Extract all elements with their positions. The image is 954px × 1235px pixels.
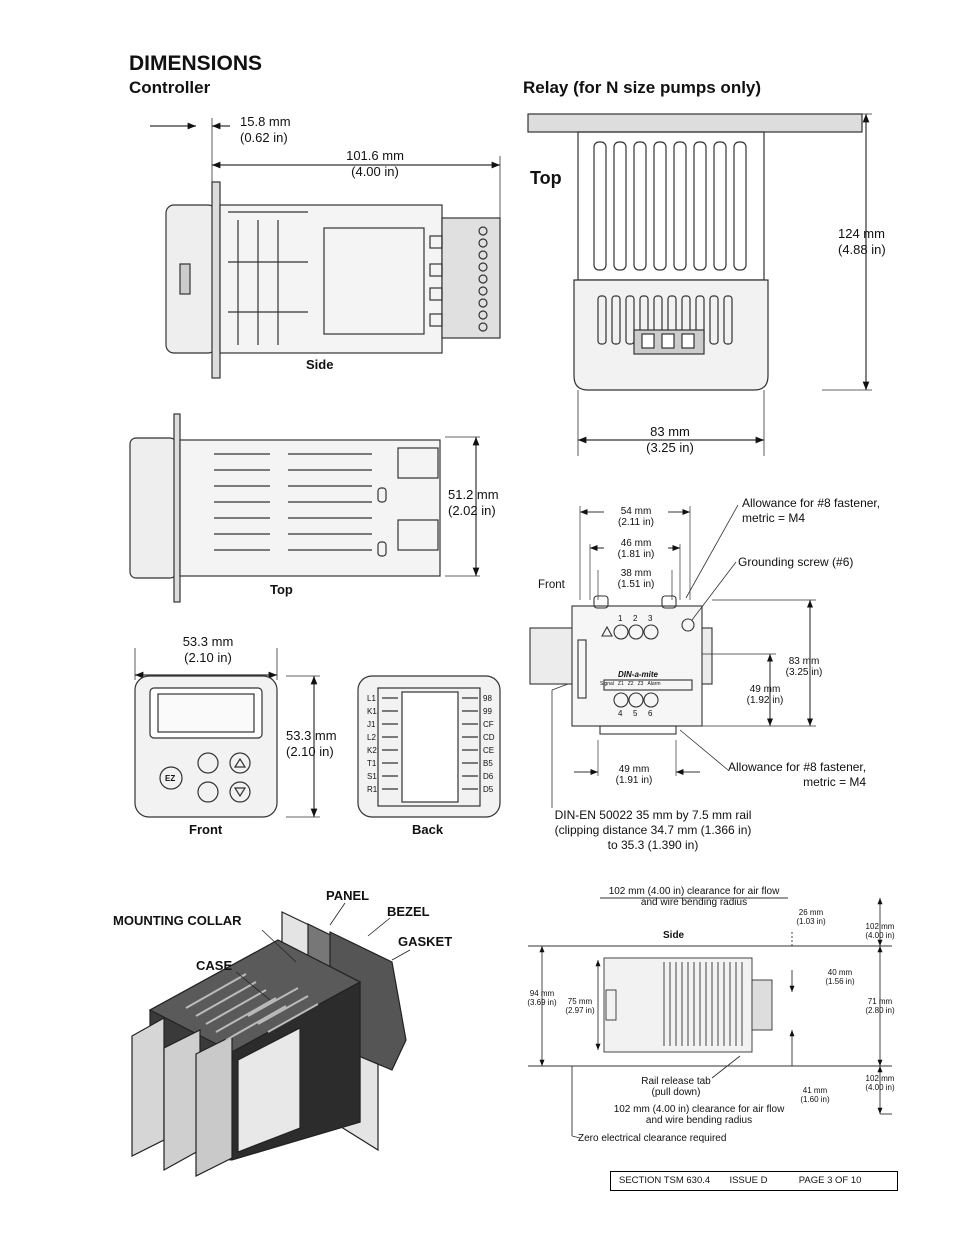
dim-front-height: 53.3 mm (2.10 in): [286, 728, 337, 759]
terminal-label: R1: [367, 785, 378, 794]
terminal-label: K1: [367, 707, 377, 716]
dim-75: 75 mm (2.97 in): [565, 997, 595, 1015]
allowance-bottom: Allowance for #8 fastener, metric = M4: [728, 760, 867, 789]
controller-top-view: [130, 414, 480, 602]
zero-clearance-note: Zero electrical clearance required: [578, 1133, 727, 1144]
terminal-label: D6: [483, 772, 494, 781]
terminal-label: CE: [483, 746, 495, 755]
page-title: DIMENSIONS: [129, 52, 263, 75]
dim-54: 54 mm (2.11 in): [618, 506, 654, 528]
terminal-3: 3: [648, 614, 653, 623]
label-panel: PANEL: [326, 888, 370, 903]
label-case: CASE: [196, 958, 233, 973]
terminal-4: 4: [618, 709, 623, 718]
dim-49-vertical: 49 mm (1.92 in): [746, 684, 784, 706]
side-view-label: Side: [306, 357, 334, 372]
terminal-label: 98: [483, 694, 492, 703]
dim-71: 71 mm (2.80 in): [865, 997, 895, 1015]
terminal-label: B5: [483, 759, 493, 768]
footer-issue: ISSUE D: [729, 1175, 768, 1186]
terminal-label: D5: [483, 785, 494, 794]
dim-83: 83 mm (3.25 in): [785, 656, 823, 678]
dim-94: 94 mm (3.69 in): [527, 989, 557, 1007]
footer-section: SECTION TSM 630.4: [619, 1175, 711, 1186]
exploded-isometric-view: [132, 903, 410, 1176]
back-terminals-left: [367, 694, 377, 798]
terminal-label: CD: [483, 733, 495, 742]
dim-width: 53.3 mm (2.10 in): [182, 634, 234, 665]
ez-key: EZ: [165, 774, 176, 783]
dim-41: 41 mm (1.60 in): [800, 1086, 830, 1104]
terminal-label: CF: [483, 720, 494, 729]
dim-height: 51.2 mm (2.02 in): [448, 487, 499, 518]
terminal-label: T1: [367, 759, 377, 768]
terminal-label: 99: [483, 707, 492, 716]
top-view-label: Top: [270, 582, 293, 597]
dim-46: 46 mm (1.81 in): [617, 538, 655, 560]
terminal-label: S1: [367, 772, 377, 781]
dim-26: 26 mm (1.03 in): [796, 908, 826, 926]
footer-page: PAGE 3 OF 10: [798, 1175, 862, 1186]
module-brand: DIN-a-mite: [618, 670, 659, 679]
label-mounting-collar: MOUNTING COLLAR: [113, 913, 242, 928]
terminal-label: L2: [367, 733, 376, 742]
relay-top-label: Top: [530, 168, 562, 188]
relay-top-view: [528, 114, 872, 456]
label-gasket: GASKET: [398, 934, 453, 949]
relay-heading: Relay (for N size pumps only): [523, 78, 762, 97]
clearance-side-label: Side: [663, 930, 685, 941]
dim-bezel: 15.8 mm (0.62 in): [240, 114, 291, 145]
controller-back-view: [358, 676, 500, 817]
front-view-label: Front: [189, 822, 223, 837]
back-terminals-right: [483, 694, 495, 798]
clearance-bottom-note: 102 mm (4.00 in) clearance for air flow and wire bending radius: [613, 1104, 785, 1126]
section-footer: [610, 1171, 898, 1191]
terminal-label: L1: [367, 694, 376, 703]
terminal-label: K2: [367, 746, 377, 755]
relay-front-label: Front: [538, 579, 565, 591]
terminal-2: 2: [633, 614, 638, 623]
dim-depth: 101.6 mm (4.00 in): [346, 148, 404, 179]
terminal-6: 6: [648, 709, 653, 718]
back-view-label: Back: [412, 822, 444, 837]
dim-40: 40 mm (1.56 in): [825, 968, 855, 986]
module-tags: Signal Z1 Z2 Z3 Alarm: [600, 681, 661, 687]
clearance-top-note: 102 mm (4.00 in) clearance for air flow and wire bending radius: [608, 886, 780, 908]
allowance-top: Allowance for #8 fastener, metric = M4: [742, 496, 881, 525]
rail-release-tab: Rail release tab (pull down): [641, 1076, 711, 1098]
dim-38: 38 mm (1.51 in): [617, 568, 655, 590]
controller-heading: Controller: [129, 78, 211, 97]
dim-49-horizontal: 49 mm (1.91 in): [615, 764, 653, 786]
relay-dim-height: 124 mm (4.88 in): [838, 226, 886, 257]
grounding-screw-note: Grounding screw (#6): [738, 555, 854, 569]
terminal-5: 5: [633, 709, 638, 718]
label-bezel: BEZEL: [387, 904, 430, 919]
dim-102-bottom: 102 mm (4.00 in): [865, 1074, 895, 1092]
controller-side-view: [150, 118, 500, 378]
relay-dim-width: 83 mm (3.25 in): [646, 424, 694, 455]
din-rail-note: DIN-EN 50022 35 mm by 7.5 mm rail (clipping distance 34.7 mm (1.366 in) to 35.3 (1.390 in): [554, 808, 752, 852]
dim-102-top: 102 mm (4.00 in): [865, 922, 895, 940]
terminal-1: 1: [618, 614, 623, 623]
terminal-label: J1: [367, 720, 376, 729]
